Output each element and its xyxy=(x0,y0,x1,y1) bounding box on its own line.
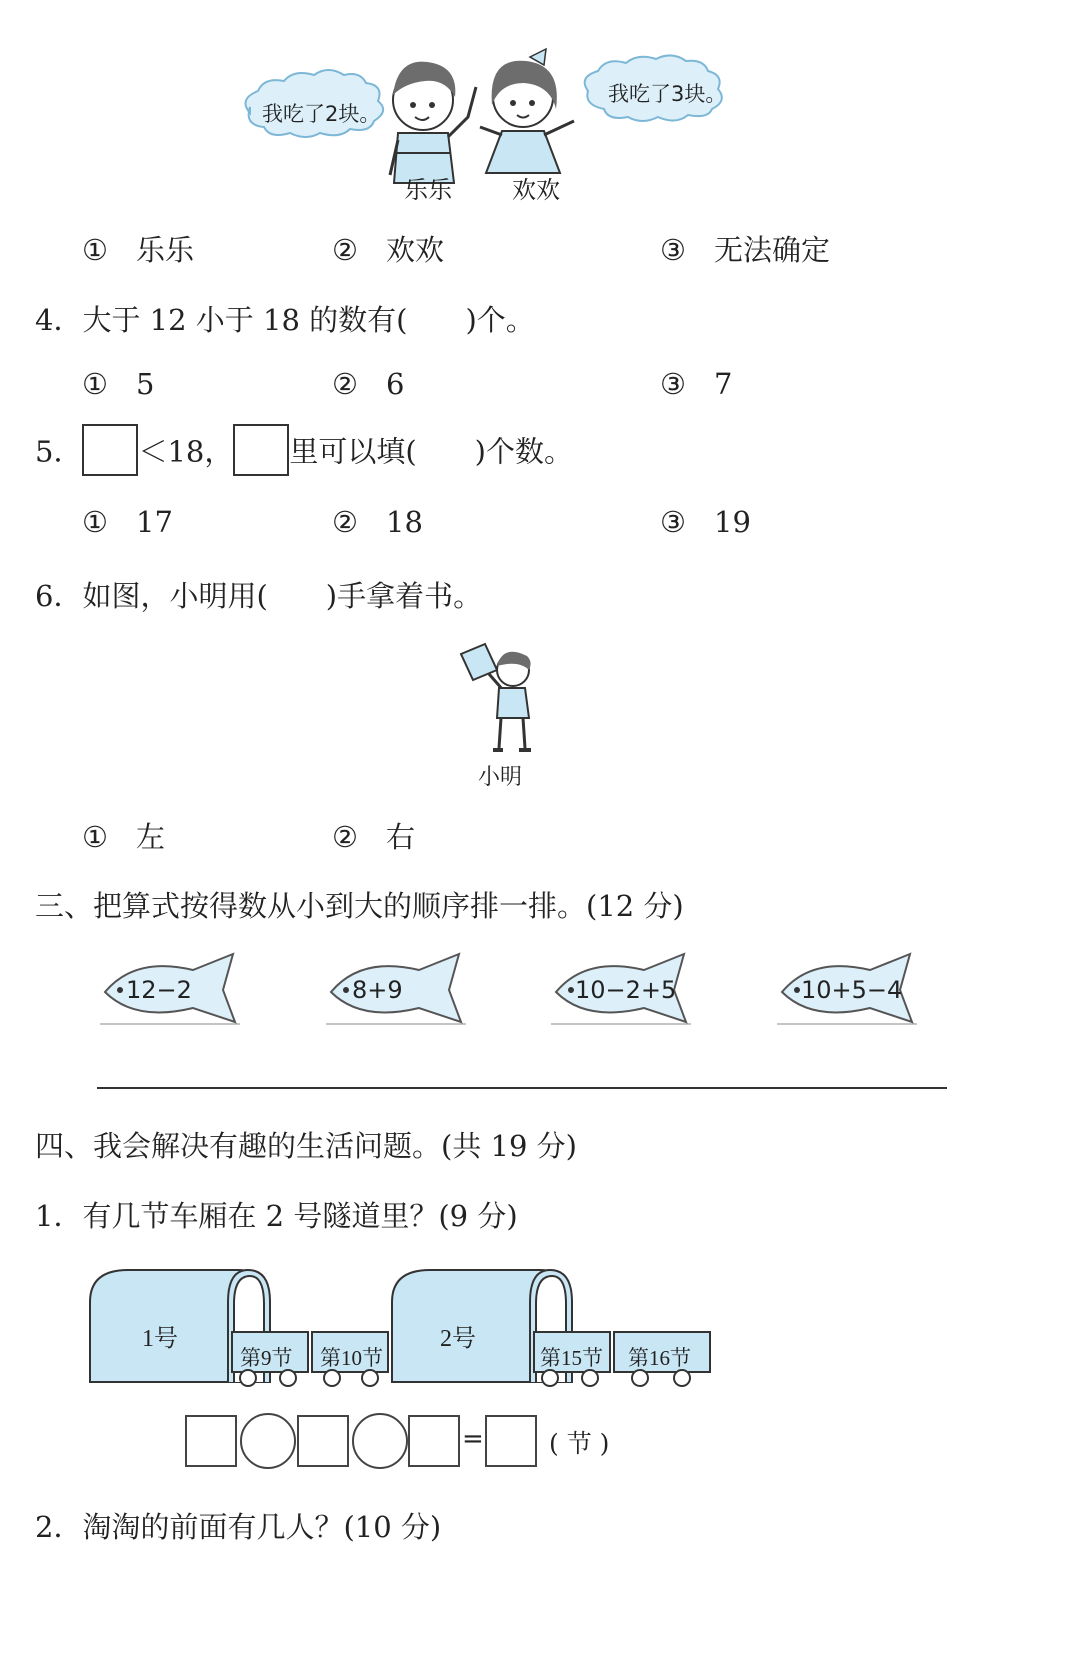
option-number: ② xyxy=(332,367,358,401)
section4-q2: 2．淘淘的前面有几人？(10 分) xyxy=(35,1510,442,1544)
option-text: 5 xyxy=(136,367,155,401)
girl-figure xyxy=(480,49,574,173)
left-speech-bubble: 我吃了2块。 xyxy=(262,102,381,126)
option-text: 17 xyxy=(136,505,173,539)
option-number: ② xyxy=(332,820,358,854)
answer-box[interactable] xyxy=(82,424,138,476)
q5-option-1[interactable] xyxy=(82,505,173,539)
huanhuan-label: 欢欢 xyxy=(512,176,560,204)
q4-option-2[interactable] xyxy=(332,367,404,401)
q5-suffix: 里可以填( )个数。 xyxy=(289,434,573,469)
option-text: 19 xyxy=(714,505,751,539)
operator-circle-2[interactable] xyxy=(352,1413,408,1469)
section4-q1: 1．有几节车厢在 2 号隧道里？(9 分) xyxy=(35,1199,518,1233)
tunnel-1-label: 1号 xyxy=(142,1326,178,1352)
fish-expression: 12−2 xyxy=(126,976,192,1004)
equation-box-1[interactable] xyxy=(185,1415,237,1467)
xiaoming-label: 小明 xyxy=(478,765,523,790)
car-10-label: 第10节 xyxy=(320,1346,383,1370)
car-16-label: 第16节 xyxy=(628,1346,691,1370)
option-text: 乐乐 xyxy=(136,233,195,267)
fish-2 xyxy=(326,950,471,1030)
option-number: ① xyxy=(82,233,108,267)
option-number: ③ xyxy=(660,367,686,401)
boy-figure xyxy=(390,62,476,183)
option-text: 右 xyxy=(386,820,416,854)
q4-option-1[interactable] xyxy=(82,367,154,401)
q6-option-1[interactable] xyxy=(82,815,165,856)
car-9-label: 第9节 xyxy=(240,1346,293,1370)
option-number: ② xyxy=(332,233,358,267)
option-text: 7 xyxy=(714,367,733,401)
section4-title: 四、我会解决有趣的生活问题。(共 19 分) xyxy=(35,1129,577,1163)
q5-option-2[interactable] xyxy=(332,505,423,539)
q5-question xyxy=(35,424,573,476)
train-tunnel-diagram xyxy=(88,1262,718,1392)
fish-3 xyxy=(551,950,696,1030)
fish-expression: 10+5−4 xyxy=(801,976,903,1004)
operator-circle-1[interactable] xyxy=(240,1413,296,1469)
option-number: ③ xyxy=(660,233,686,267)
q5-prefix: 5． xyxy=(35,434,83,469)
q3-option-2[interactable] xyxy=(332,228,444,269)
train-tunnel-figure xyxy=(88,1262,718,1392)
q3-option-3[interactable] xyxy=(660,228,830,269)
section3-title: 三、把算式按得数从小到大的顺序排一排。(12 分) xyxy=(35,889,684,923)
option-text: 无法确定 xyxy=(714,233,831,267)
lele-label: 乐乐 xyxy=(404,176,452,204)
option-text: 6 xyxy=(386,367,405,401)
q5-option-3[interactable] xyxy=(660,505,751,539)
option-number: ① xyxy=(82,505,108,539)
q4-question: 4．大于 12 小于 18 的数有( )个。 xyxy=(35,303,535,337)
answer-line[interactable] xyxy=(97,1087,947,1089)
equals-sign: = xyxy=(462,1424,484,1454)
q3-option-1[interactable] xyxy=(82,228,194,269)
q6-question: 6．如图，小明用( )手拿着书。 xyxy=(35,579,483,613)
right-speech-bubble: 我吃了3块。 xyxy=(608,82,727,106)
answer-box[interactable] xyxy=(233,424,289,476)
xiaoming-figure xyxy=(455,640,545,769)
fish-expression: 8+9 xyxy=(352,976,403,1004)
result-box[interactable] xyxy=(485,1415,537,1467)
fish-4 xyxy=(777,950,922,1030)
option-text: 左 xyxy=(136,820,166,854)
equation-box-2[interactable] xyxy=(297,1415,349,1467)
tunnel-2-label: 2号 xyxy=(440,1326,476,1352)
unit-label: ( 节 ) xyxy=(549,1429,610,1458)
fish-expression: 10−2+5 xyxy=(575,976,677,1004)
car-15-label: 第15节 xyxy=(540,1346,603,1370)
option-text: 欢欢 xyxy=(386,233,445,267)
option-number: ② xyxy=(332,505,358,539)
q5-middle: ＜18， xyxy=(138,434,234,469)
q6-option-2[interactable] xyxy=(332,815,415,856)
q4-option-3[interactable] xyxy=(660,367,732,401)
fish-1 xyxy=(100,950,245,1030)
boy-with-book-icon xyxy=(455,640,545,765)
option-number: ① xyxy=(82,820,108,854)
equation-box-3[interactable] xyxy=(408,1415,460,1467)
option-number: ① xyxy=(82,367,108,401)
option-text: 18 xyxy=(386,505,423,539)
option-number: ③ xyxy=(660,505,686,539)
